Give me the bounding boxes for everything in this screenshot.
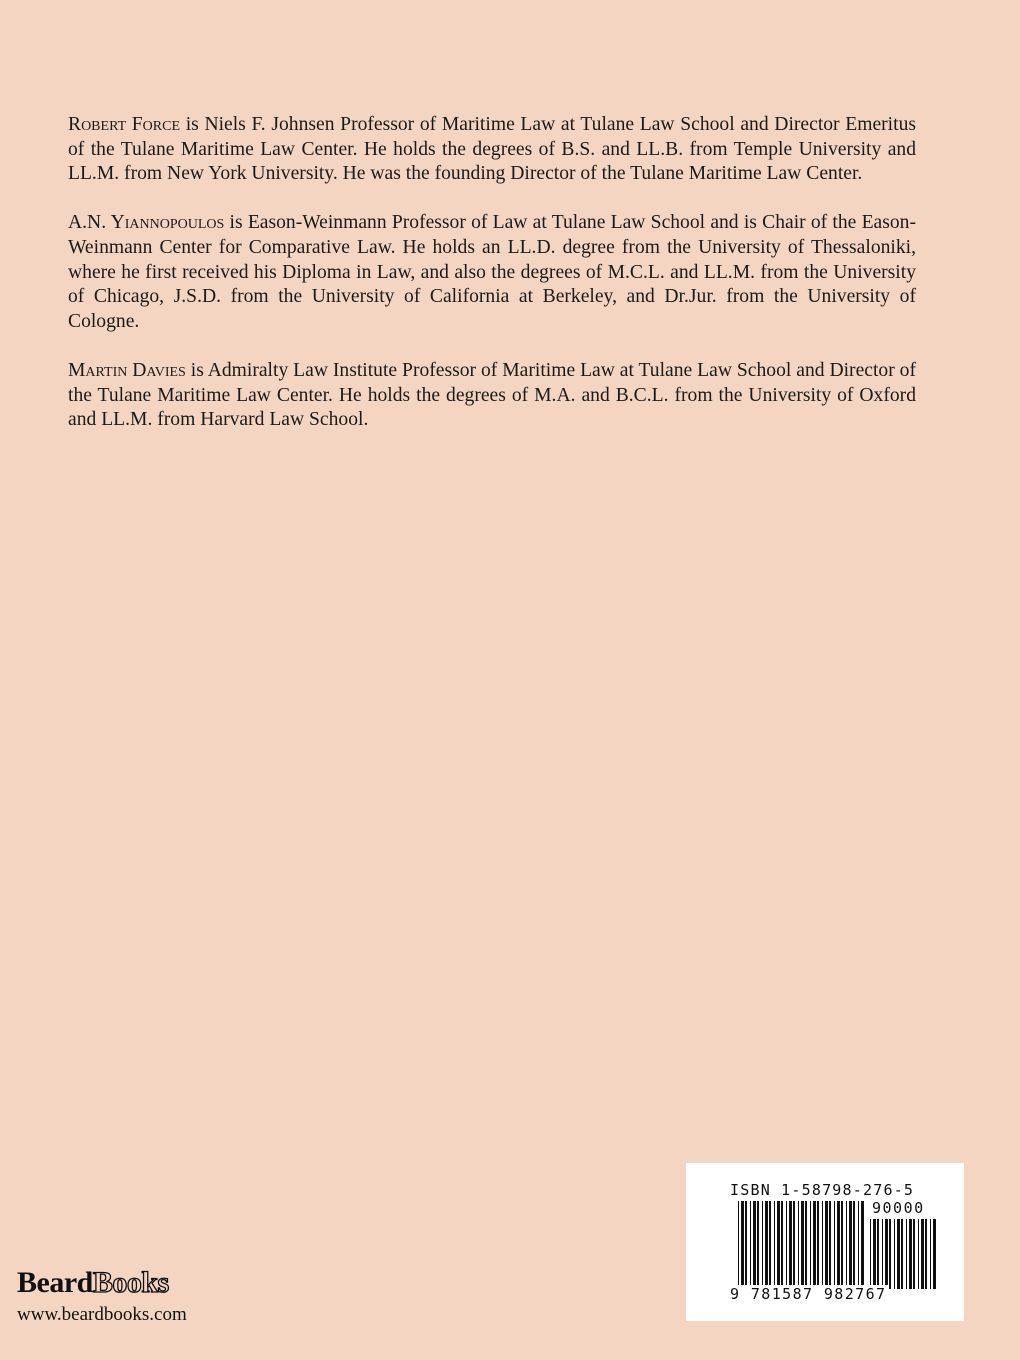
author-name: A.N. Yiannopoulos [68, 212, 225, 234]
barcode-bar [837, 1201, 840, 1289]
barcode-bar [925, 1219, 927, 1289]
barcode-bar [745, 1201, 747, 1289]
barcode-bar [769, 1201, 771, 1289]
barcode-bar [853, 1201, 855, 1289]
barcode-bar [882, 1219, 883, 1289]
barcode-box [686, 1163, 964, 1321]
barcode-bar [753, 1201, 756, 1289]
barcode-bar [817, 1201, 819, 1289]
barcode-bar [918, 1219, 919, 1289]
barcode-bar [930, 1219, 931, 1289]
logo-books: Books [92, 1266, 169, 1299]
barcode-bar [841, 1201, 843, 1289]
barcode-bar [813, 1201, 816, 1289]
barcode-bar [793, 1201, 795, 1289]
barcode-bar [825, 1201, 828, 1289]
bio-text: is Niels F. Johnsen Professor of Maritime Law at Tulane Law School and Director Emeritus of the Tulane Maritime Law Center. He holds the degrees of B.S. and LL.B. from Temple University and LL.M. from New York University. He was the founding Director of the Tulane Maritime Law Center. [68, 114, 916, 185]
barcode-bar [822, 1201, 823, 1289]
barcode-bar [786, 1201, 787, 1289]
barcode-bar [906, 1219, 907, 1289]
barcode-bar [897, 1219, 900, 1289]
bio-yiannopoulos [68, 211, 916, 334]
barcode-bar [870, 1219, 871, 1289]
barcode-bar [894, 1219, 895, 1289]
barcode-bar [829, 1201, 831, 1289]
publisher-block [17, 1268, 187, 1326]
addon-digits: 90000 [872, 1199, 925, 1217]
author-name: Robert Force [68, 114, 181, 135]
barcode-bar [741, 1201, 744, 1289]
beardbooks-logo [17, 1268, 187, 1298]
ean-digits: 9 781587 982767 [730, 1285, 887, 1303]
barcode-bar [750, 1201, 751, 1289]
barcode-bar [805, 1201, 807, 1289]
bio-martin-davies [68, 359, 916, 433]
barcode-bar [849, 1201, 852, 1289]
barcode-bar [834, 1201, 835, 1289]
bio-robert-force [68, 113, 916, 187]
barcode-bar [765, 1201, 768, 1289]
barcode-bar [762, 1201, 763, 1289]
barcode-bar [901, 1219, 903, 1289]
barcode-bar [781, 1201, 783, 1289]
barcode-bar [873, 1219, 876, 1289]
barcode-bar [885, 1219, 888, 1289]
author-name: Martin Davies [68, 359, 186, 381]
publisher-url: www.beardbooks.com [17, 1304, 187, 1325]
author-bios [68, 113, 916, 457]
barcode-bar [858, 1201, 859, 1289]
barcode-bar [810, 1201, 811, 1289]
barcode-bar [877, 1219, 879, 1289]
barcode-bar [757, 1201, 759, 1289]
barcode-bar [798, 1201, 799, 1289]
barcode-bar [777, 1201, 780, 1289]
barcode-bar [909, 1219, 912, 1289]
isbn-label: ISBN 1-58798-276-5 [730, 1181, 915, 1199]
barcode-bar [846, 1201, 847, 1289]
logo-beard: Beard [17, 1266, 93, 1299]
barcode-bar [921, 1219, 924, 1289]
barcode-bar [913, 1219, 915, 1289]
barcode-bar [889, 1219, 891, 1289]
barcode-bar [861, 1201, 864, 1289]
bio-text: is Eason-Weinmann Professor of Law at Tulane Law School and is Chair of the Eason-Weinmann Center for Comparative Law. He holds an LL.D. degree from the University of Thessaloniki, where he first received his Diploma in Law, and also the degrees of M.C.L. and LL.M. from the University of Chicago, J.S.D. from the University of California at Berkeley, and Dr.Jur. from the University of Cologne. [68, 212, 916, 332]
barcode-bar [774, 1201, 775, 1289]
barcode-bar [789, 1201, 792, 1289]
barcode-bar [933, 1219, 936, 1289]
bio-text: is Admiralty Law Institute Professor of Maritime Law at Tulane Law School and Director of the Tulane Maritime Law Center. He holds the degrees of M.A. and B.C.L. from the University of Oxford and LL.M. from Harvard Law School. [68, 359, 916, 431]
barcode-bar [801, 1201, 804, 1289]
barcode-bar [738, 1201, 739, 1289]
